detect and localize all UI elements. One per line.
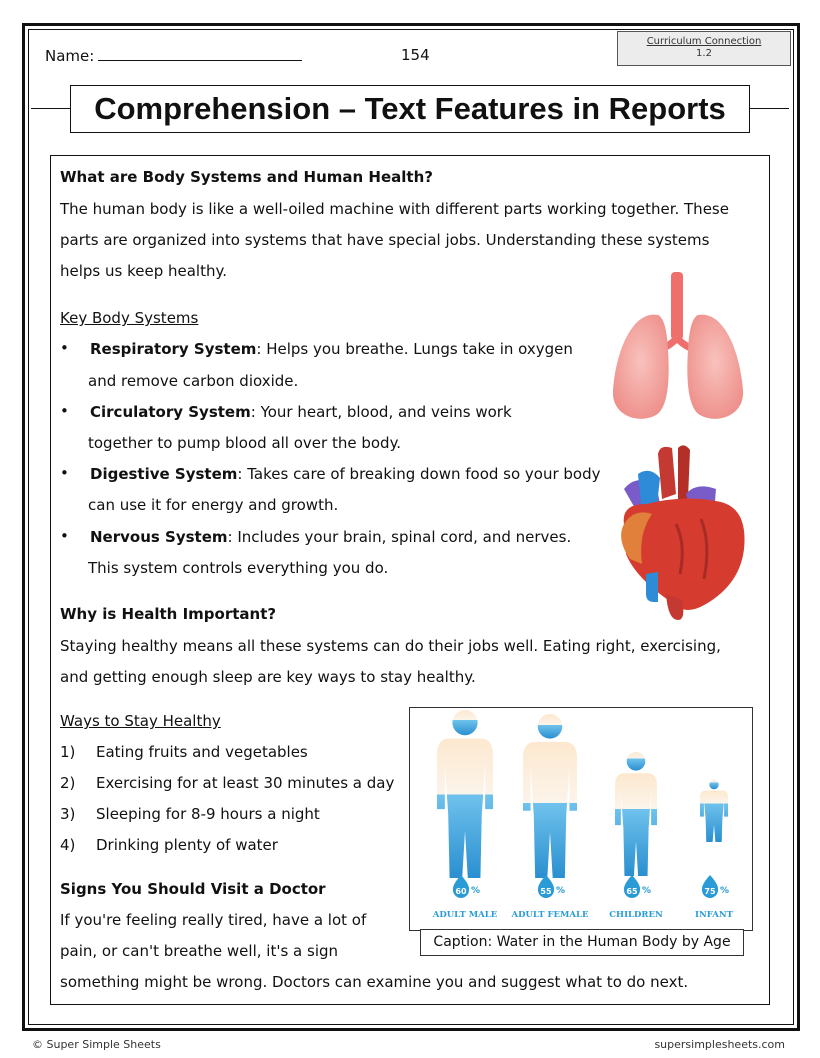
name-line[interactable] xyxy=(98,46,302,61)
percent-sign: % xyxy=(471,886,481,896)
list-item-digestive xyxy=(90,464,601,484)
system-name: Circulatory System xyxy=(90,403,251,421)
water-value-label: 65 xyxy=(626,887,638,896)
list-item: Drinking plenty of water xyxy=(96,836,278,854)
paragraph-line: helps us keep healthy. xyxy=(60,262,227,280)
percent-sign: % xyxy=(720,886,730,896)
system-desc: : Includes your brain, spinal cord, and nerves. xyxy=(227,528,572,546)
page-title: Comprehension – Text Features in Reports xyxy=(70,85,750,133)
page-number: 154 xyxy=(401,46,430,64)
percent-sign: % xyxy=(556,886,566,896)
section-heading-doctor: Signs You Should Visit a Doctor xyxy=(60,880,326,898)
paragraph-line: The human body is like a well-oiled machine with different parts working together. These xyxy=(60,200,729,218)
bullet: • xyxy=(60,527,69,545)
paragraph-line: something might be wrong. Doctors can examine you and suggest what to do next. xyxy=(60,973,689,991)
paragraph-line: and getting enough sleep are key ways to stay healthy. xyxy=(60,668,476,686)
bullet: • xyxy=(60,402,69,420)
category-label: INFANT xyxy=(695,910,733,920)
list-item-continuation: and remove carbon dioxide. xyxy=(88,372,299,390)
list-item-continuation: This system controls everything you do. xyxy=(88,559,389,577)
bullet: • xyxy=(60,339,69,357)
paragraph-line: If you're feeling really tired, have a lot of xyxy=(60,911,367,929)
percent-sign: % xyxy=(642,886,652,896)
water-chart xyxy=(409,707,753,931)
lungs-icon xyxy=(608,270,748,426)
category-label: ADULT MALE xyxy=(432,910,498,920)
curriculum-connection-box xyxy=(617,31,791,66)
system-desc: : Takes care of breaking down food so your body xyxy=(237,465,601,483)
water-value-label: 60 xyxy=(455,887,467,896)
list-number: 2) xyxy=(60,774,76,792)
system-name: Respiratory System xyxy=(90,340,257,358)
list-item: Exercising for at least 30 minutes a day xyxy=(96,774,395,792)
paragraph-line: pain, or can't breathe well, it's a sign xyxy=(60,942,339,960)
system-desc: : Your heart, blood, and veins work xyxy=(250,403,512,421)
system-name: Nervous System xyxy=(90,528,228,546)
body-figure-children xyxy=(615,752,657,876)
body-figure-infant xyxy=(700,780,728,842)
list-item-respiratory xyxy=(90,339,573,359)
section-heading-health: Why is Health Important? xyxy=(60,605,277,623)
category-label: ADULT FEMALE xyxy=(511,910,589,920)
list-item: Eating fruits and vegetables xyxy=(96,743,308,761)
body-figure-adult-male xyxy=(437,710,493,878)
category-label: CHILDREN xyxy=(609,910,663,920)
footer-copyright: © Super Simple Sheets xyxy=(32,1038,161,1051)
water-value-label: 55 xyxy=(540,887,552,896)
key-systems-heading: Key Body Systems xyxy=(60,309,199,327)
list-item: Sleeping for 8-9 hours a night xyxy=(96,805,320,823)
list-item-continuation: together to pump blood all over the body. xyxy=(88,434,402,452)
curriculum-code: 1.2 xyxy=(696,48,712,59)
system-name: Digestive System xyxy=(90,465,238,483)
name-label: Name: xyxy=(45,47,95,65)
bullet: • xyxy=(60,464,69,482)
chart-caption: Caption: Water in the Human Body by Age xyxy=(420,929,744,956)
list-item-nervous xyxy=(90,527,571,547)
heart-icon xyxy=(616,444,750,622)
list-number: 1) xyxy=(60,743,76,761)
water-value-label: 75 xyxy=(704,887,716,896)
list-number: 3) xyxy=(60,805,76,823)
name-field[interactable] xyxy=(45,46,302,65)
list-item-circulatory xyxy=(90,402,512,422)
list-number: 4) xyxy=(60,836,76,854)
footer-website: supersimplesheets.com xyxy=(654,1038,785,1051)
water-chart-svg xyxy=(410,708,752,930)
paragraph-line: Staying healthy means all these systems can do their jobs well. Eating right, exercising, xyxy=(60,637,721,655)
section-heading-body-systems: What are Body Systems and Human Health? xyxy=(60,168,433,186)
ways-heading: Ways to Stay Healthy xyxy=(60,712,221,730)
body-figure-adult-female xyxy=(523,714,577,878)
system-desc: : Helps you breathe. Lungs take in oxygen xyxy=(256,340,573,358)
list-item-continuation: can use it for energy and growth. xyxy=(88,496,339,514)
curriculum-title: Curriculum Connection xyxy=(646,36,762,47)
paragraph-line: parts are organized into systems that have special jobs. Understanding these systems xyxy=(60,231,710,249)
